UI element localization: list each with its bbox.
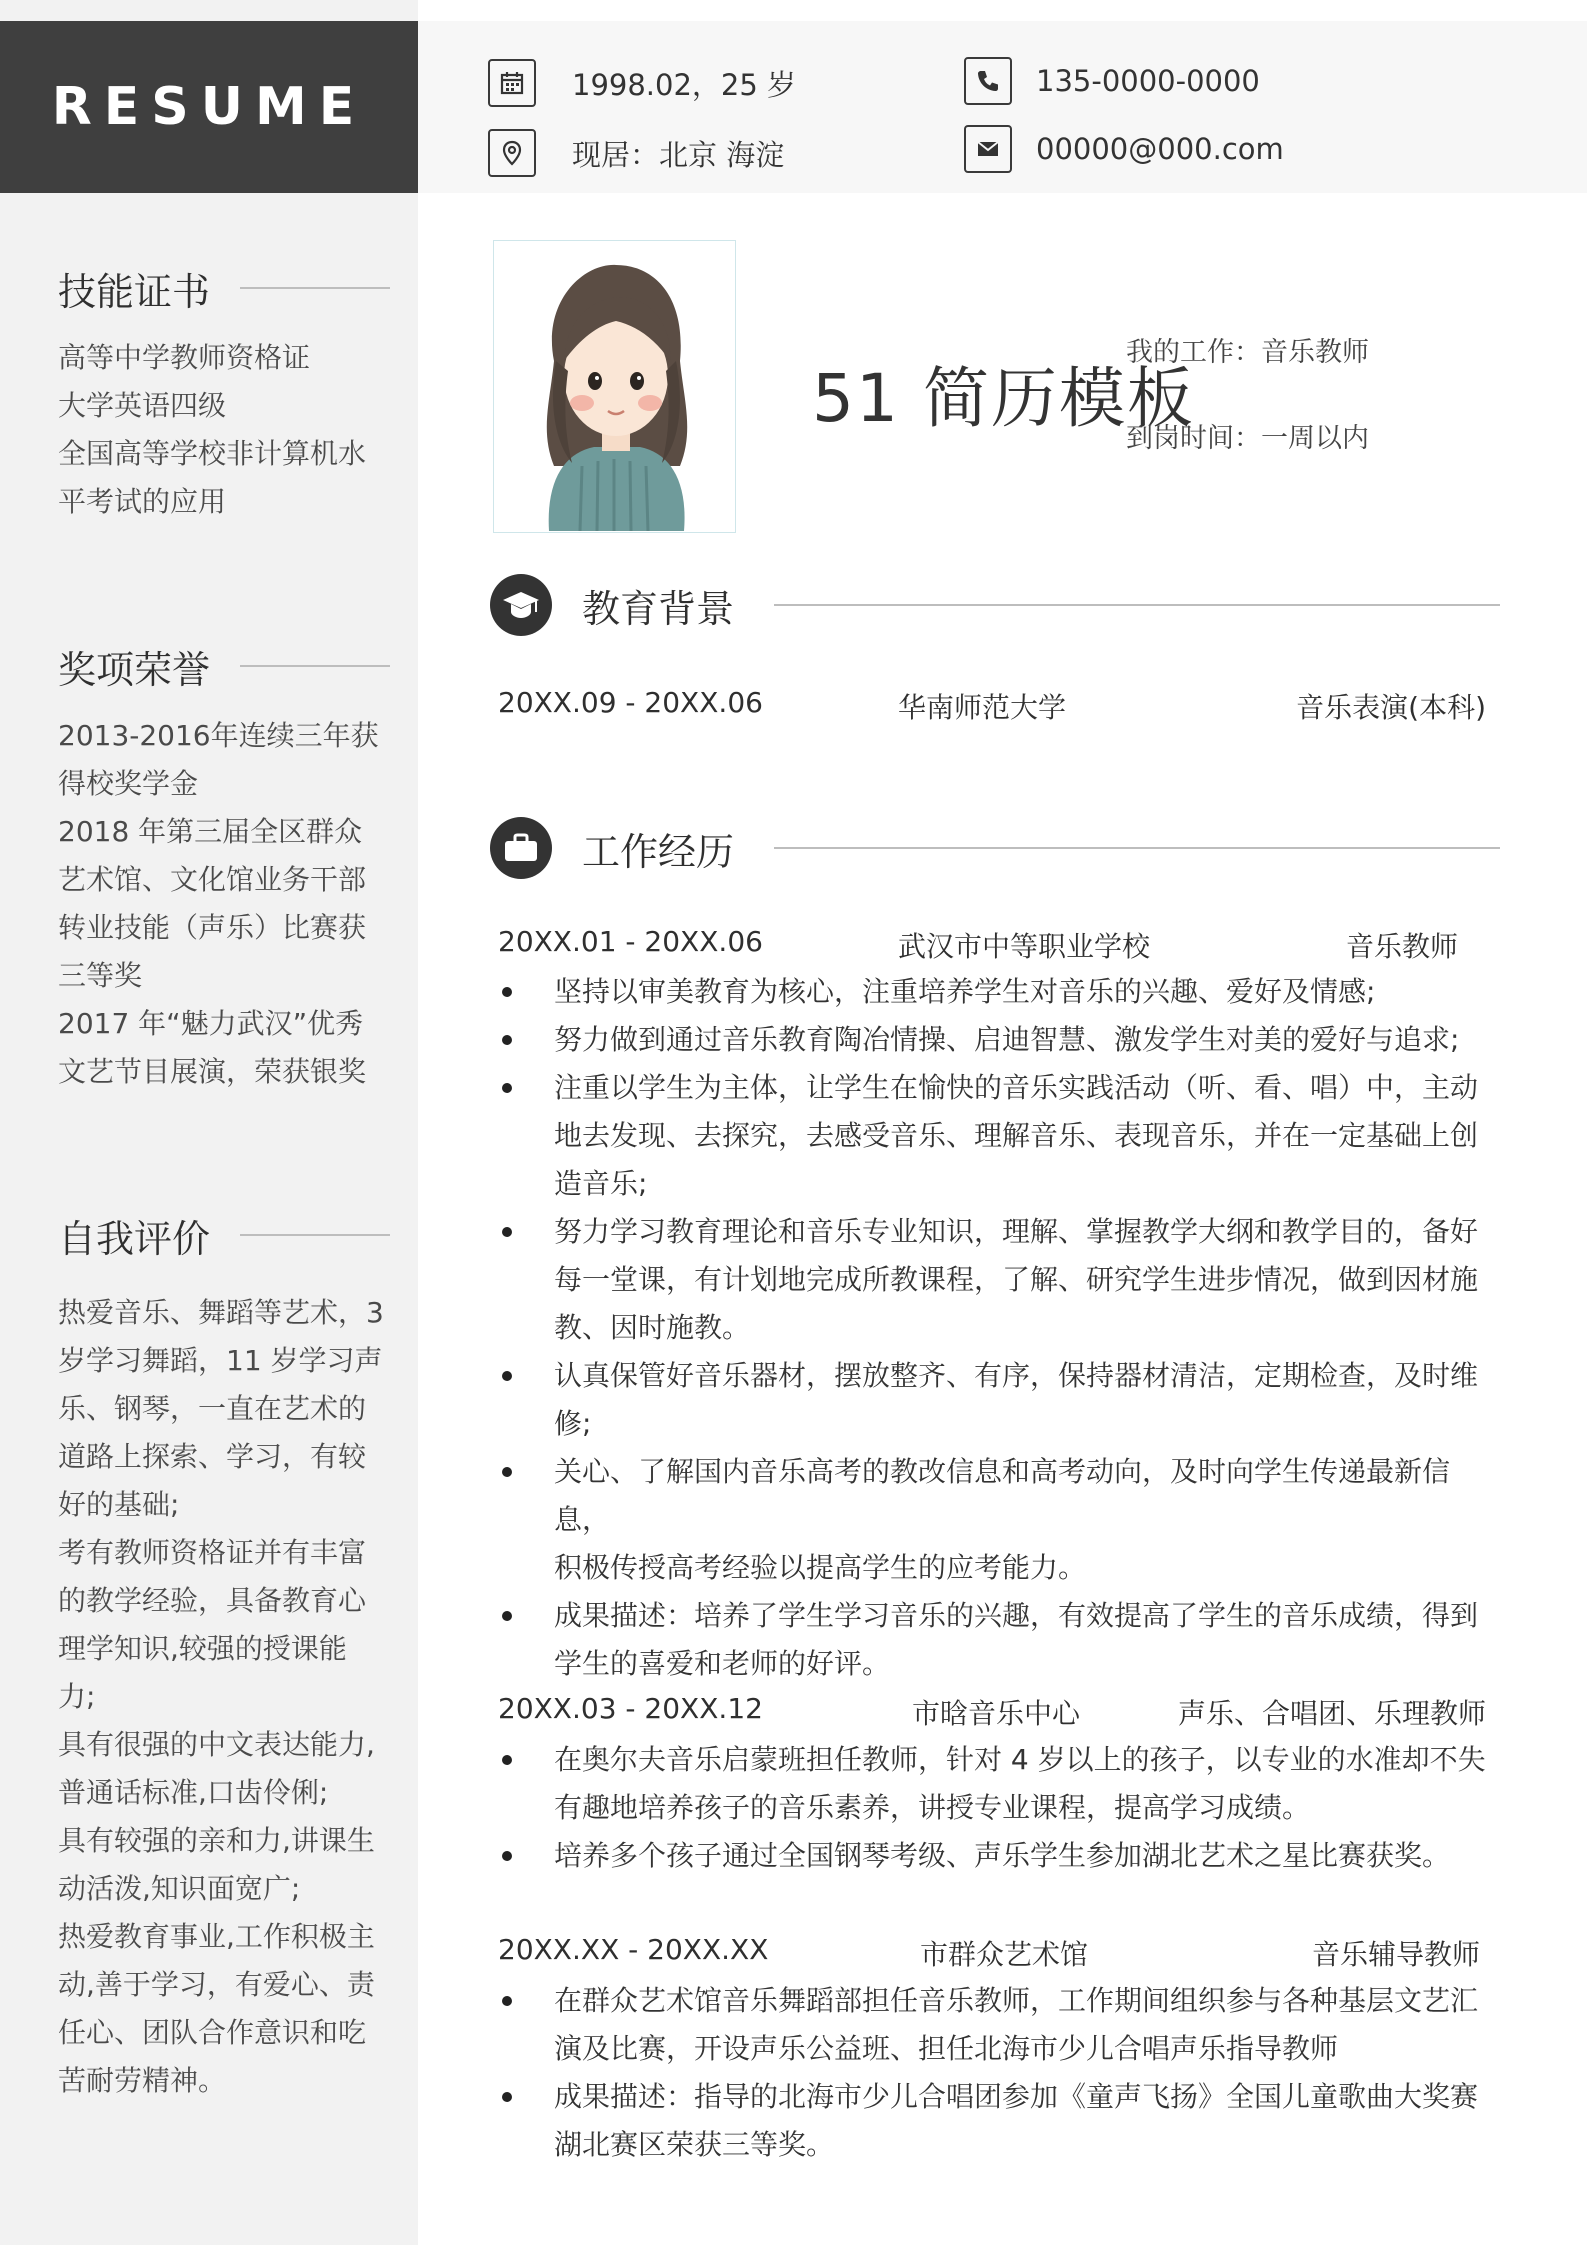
bullet-item	[498, 1977, 1488, 2073]
phone-icon	[964, 57, 1012, 105]
bullet-item	[498, 1352, 1488, 1448]
bullet-item	[498, 1064, 1488, 1208]
self-eval-line: 苦耐劳精神。	[58, 2064, 227, 2097]
bullet-line: 关心、了解国内音乐高考的教改信息和高考动向，及时向学生传递最新信息，	[554, 1455, 1451, 1536]
page-title: 51 简历模板	[812, 360, 1195, 437]
job-date: 20XX.XX - 20XX.XX	[498, 1933, 769, 1966]
education-school: 华南师范大学	[898, 691, 1067, 724]
job-title: 我的工作：音乐教师	[1126, 337, 1369, 368]
location-pin-icon	[488, 129, 536, 177]
self-eval-line: 任心、团队合作意识和吃	[58, 2016, 367, 2049]
bullet-item	[498, 2073, 1488, 2169]
self-eval-section	[58, 1205, 390, 2105]
job-role: 音乐教师	[1346, 930, 1459, 963]
graduation-cap-icon	[490, 574, 552, 636]
bullet-item	[498, 1736, 1488, 1832]
briefcase-icon	[490, 817, 552, 879]
self-eval-line: 考有教师资格证并有丰富	[58, 1536, 367, 1569]
bullet-line: 在群众艺术馆音乐舞蹈部担任音乐教师，工作期间组织参与各种基层文艺汇	[554, 1984, 1479, 2017]
divider	[240, 287, 390, 289]
bullet-line: 演及比赛，开设声乐公益班、担任北海市少儿合唱声乐指导教师	[554, 2032, 1339, 2065]
bullet-line: 成果描述：培养了学生学习音乐的兴趣，有效提高了学生的音乐成绩，得到	[554, 1599, 1479, 1632]
phone-text: 135-0000-0000	[1036, 64, 1260, 98]
awards-title: 奖项荣誉	[58, 647, 211, 692]
self-eval-line: 乐、钢琴，一直在艺术的	[58, 1392, 367, 1425]
arrival-time: 到岗时间：一周以内	[1126, 423, 1369, 454]
profile-photo	[493, 240, 736, 533]
self-eval-list	[58, 1289, 390, 2105]
bullet-line: 有趣地培养孩子的音乐素养，讲授专业课程，提高学习成绩。	[554, 1791, 1311, 1824]
education-heading	[490, 573, 1500, 637]
divider	[240, 1234, 390, 1236]
self-eval-line: 普通话标准,口齿伶俐;	[58, 1776, 329, 1809]
awards-section	[58, 636, 390, 1096]
bullet-line: 教、因时施教。	[554, 1311, 751, 1344]
bullet-line: 培养多个孩子通过全国钢琴考级、声乐学生参加湖北艺术之星比赛获奖。	[554, 1839, 1451, 1872]
mail-icon	[964, 125, 1012, 173]
self-eval-line: 热爱教育事业,工作积极主	[58, 1920, 375, 1953]
self-eval-line: 动,善于学习，有爱心、责	[58, 1968, 375, 2001]
job-row	[498, 1933, 1486, 1977]
self-eval-heading	[58, 1205, 390, 1265]
skill-item: 平考试的应用	[58, 485, 227, 518]
bullet-item	[498, 1208, 1488, 1352]
bullet-item	[498, 1448, 1488, 1592]
divider	[774, 847, 1500, 849]
award-line: 2013-2016年连续三年获	[58, 719, 379, 752]
bullet-item	[498, 968, 1488, 1016]
skills-heading	[58, 258, 390, 318]
skills-section	[58, 258, 390, 526]
bullet-line: 地去发现、去探究，去感受音乐、理解音乐、表现音乐，并在一定基础上创	[554, 1119, 1479, 1152]
sidebar	[0, 0, 418, 2245]
location-info	[488, 129, 784, 177]
job-org: 市晗音乐中心	[912, 1697, 1081, 1730]
education-title: 教育背景	[582, 586, 735, 631]
job-bullets	[498, 1736, 1488, 1880]
skill-item: 大学英语四级	[58, 389, 227, 422]
award-line: 文艺节目展演，荣获银奖	[58, 1055, 367, 1088]
self-eval-line: 力;	[58, 1680, 96, 1713]
bullet-line: 努力做到通过音乐教育陶冶情操、启迪智慧、激发学生对美的爱好与追求;	[554, 1023, 1460, 1056]
bullet-line: 在奥尔夫音乐启蒙班担任教师，针对 4 岁以上的孩子，以专业的水准却不失	[554, 1743, 1486, 1776]
award-line: 2018 年第三届全区群众	[58, 815, 363, 848]
self-eval-title: 自我评价	[58, 1216, 211, 1261]
skills-title: 技能证书	[58, 269, 211, 314]
award-line: 三等奖	[58, 959, 143, 992]
avatar-illustration	[494, 241, 734, 531]
divider	[774, 604, 1500, 606]
education-major: 音乐表演(本科)	[1296, 691, 1486, 724]
job-org: 市群众艺术馆	[920, 1938, 1089, 1971]
skills-list	[58, 334, 390, 526]
self-eval-line: 具有很强的中文表达能力,	[58, 1728, 375, 1761]
award-line: 艺术馆、文化馆业务干部	[58, 863, 367, 896]
self-eval-line: 热爱音乐、舞蹈等艺术，3	[58, 1296, 384, 1329]
phone-info	[964, 57, 1260, 105]
awards-heading	[58, 636, 390, 696]
bullet-line: 注重以学生为主体，让学生在愉快的音乐实践活动（听、看、唱）中，主动	[554, 1071, 1479, 1104]
award-line: 转业技能（声乐）比赛获	[58, 911, 367, 944]
job-bullets	[498, 1977, 1488, 2169]
birth-info	[488, 59, 796, 107]
email-info	[964, 125, 1284, 173]
bullet-item	[498, 1592, 1488, 1688]
job-date: 20XX.03 - 20XX.12	[498, 1692, 763, 1725]
education-date: 20XX.09 - 20XX.06	[498, 686, 763, 719]
job-role: 声乐、合唱团、乐理教师	[1177, 1697, 1486, 1730]
bullet-item	[498, 1016, 1488, 1064]
self-eval-line: 具有较强的亲和力,讲课生	[58, 1824, 375, 1857]
job-org: 武汉市中等职业学校	[898, 930, 1151, 963]
calendar-icon	[488, 59, 536, 107]
bullet-line: 坚持以审美教育为核心，注重培养学生对音乐的兴趣、爱好及情感;	[554, 975, 1376, 1008]
self-eval-line: 岁学习舞蹈，11 岁学习声	[58, 1344, 383, 1377]
skill-item: 高等中学教师资格证	[58, 341, 311, 374]
award-line: 2017 年“魅力武汉”优秀	[58, 1007, 364, 1040]
contact-band	[418, 21, 1587, 193]
bullet-line: 成果描述：指导的北海市少儿合唱团参加《童声飞扬》全国儿童歌曲大奖赛	[554, 2080, 1479, 2113]
resume-banner-text: RESUME	[51, 77, 367, 137]
bullet-line: 造音乐;	[554, 1167, 648, 1200]
bullet-line: 修;	[554, 1407, 592, 1440]
job-bullets	[498, 968, 1488, 1688]
self-eval-line: 动活泼,知识面宽广;	[58, 1872, 301, 1905]
job-role: 音乐辅导教师	[1312, 1938, 1481, 1971]
location-text: 现居：北京 海淀	[572, 137, 785, 172]
work-title: 工作经历	[582, 829, 735, 874]
self-eval-line: 的教学经验，具备教育心	[58, 1584, 367, 1617]
birth-text: 1998.02，25 岁	[572, 67, 797, 102]
bullet-line: 积极传授高考经验以提高学生的应考能力。	[554, 1551, 1087, 1584]
email-text: 00000@000.com	[1036, 132, 1284, 166]
job-row	[498, 1692, 1486, 1736]
award-line: 得校奖学金	[58, 767, 199, 800]
bullet-item	[498, 1832, 1488, 1880]
bullet-line: 每一堂课，有计划地完成所教课程，了解、研究学生进步情况，做到因材施	[554, 1263, 1479, 1296]
work-heading	[490, 816, 1500, 880]
bullet-line: 湖北赛区荣获三等奖。	[554, 2128, 835, 2161]
self-eval-line: 理学知识,较强的授课能	[58, 1632, 347, 1665]
bullet-line: 学生的喜爱和老师的好评。	[554, 1647, 891, 1680]
self-eval-line: 好的基础;	[58, 1488, 180, 1521]
resume-banner	[0, 21, 418, 193]
awards-list	[58, 712, 390, 1096]
divider	[240, 665, 390, 667]
self-eval-line: 道路上探索、学习，有较	[58, 1440, 367, 1473]
bullet-line: 努力学习教育理论和音乐专业知识，理解、掌握教学大纲和教学目的，备好	[554, 1215, 1479, 1248]
education-row	[498, 686, 1486, 730]
bullet-line: 认真保管好音乐器材，摆放整齐、有序，保持器材清洁，定期检查，及时维	[554, 1359, 1479, 1392]
job-date: 20XX.01 - 20XX.06	[498, 925, 763, 958]
skill-item: 全国高等学校非计算机水	[58, 437, 367, 470]
job-row	[498, 925, 1486, 969]
